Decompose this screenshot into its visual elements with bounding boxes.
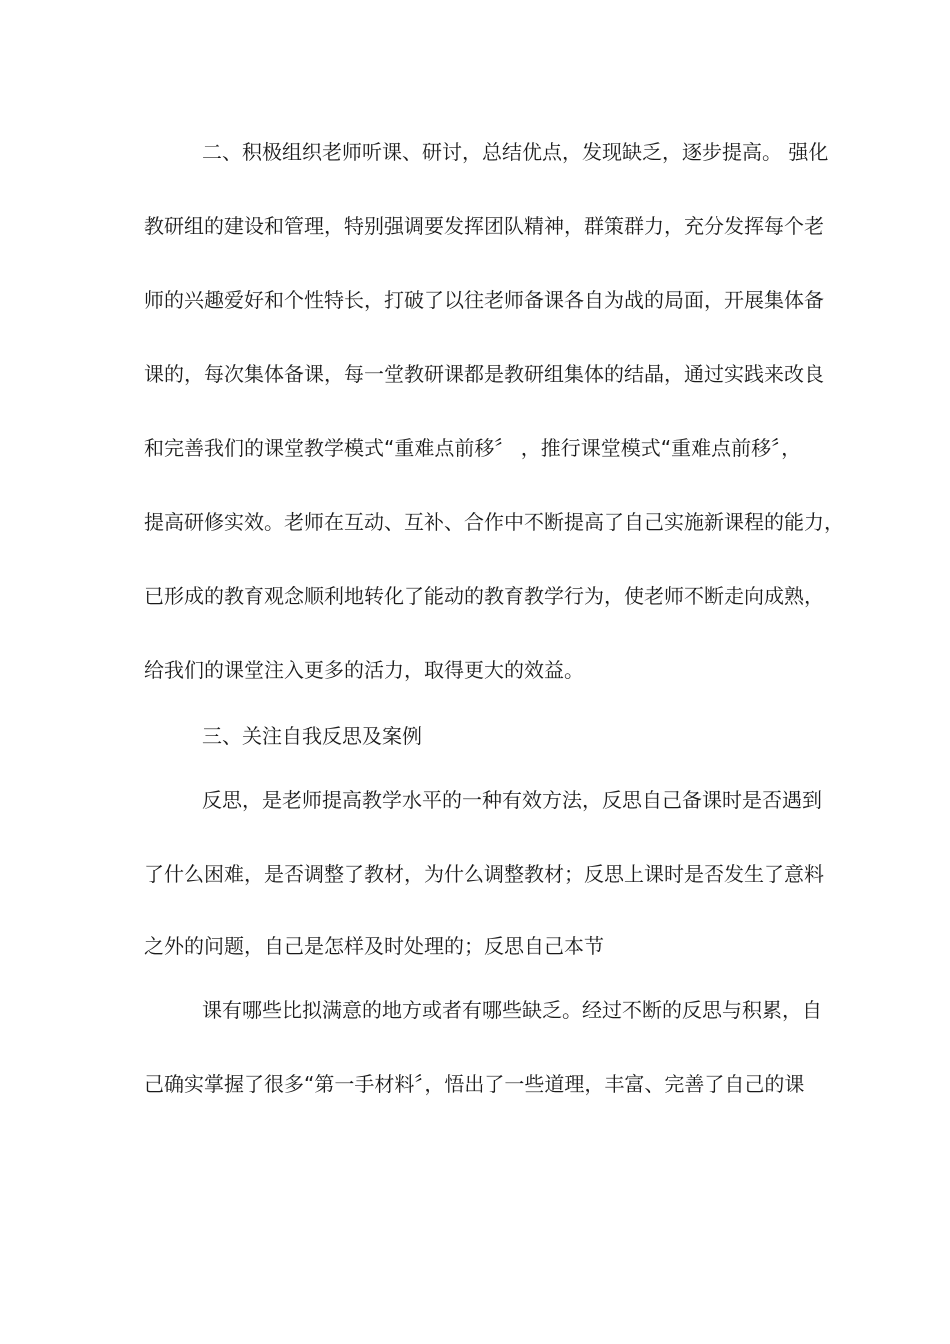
paragraph-1-line-7: 已形成的教育观念顺利地转化了能动的教育教学行为，使老师不断走向成熟， — [144, 584, 824, 608]
paragraph-3-line-3: 之外的问题，自己是怎样及时处理的；反思自己本节 — [144, 934, 604, 958]
paragraph-4-line-2: 己确实掌握了很多“第一手材料〞，悟出了一些道理，丰富、完善了自己的课 — [144, 1072, 805, 1096]
section-heading: 三、关注自我反思及案例 — [202, 724, 422, 748]
paragraph-3-line-1: 反思，是老师提高教学水平的一种有效方法，反思自己备课时是否遇到 — [202, 788, 822, 812]
paragraph-1-line-6: 提高研修实效。老师在互动、互补、合作中不断提高了自己实施新课程的能力， — [144, 510, 844, 534]
paragraph-1-line-5: 和完善我们的课堂教学模式“重难点前移〞 ，推行课堂模式“重难点前移〞， — [144, 436, 802, 460]
paragraph-1-line-2: 教研组的建设和管理，特别强调要发挥团队精神，群策群力，充分发挥每个老 — [144, 214, 824, 238]
paragraph-1-line-4: 课的，每次集体备课，每一堂教研课都是教研组集体的结晶，通过实践来改良 — [144, 362, 824, 386]
paragraph-1-line-3: 师的兴趣爱好和个性特长，打破了以往老师备课各自为战的局面，开展集体备 — [144, 288, 824, 312]
paragraph-4-line-1: 课有哪些比拟满意的地方或者有哪些缺乏。经过不断的反思与积累，自 — [202, 998, 822, 1022]
paragraph-3-line-2: 了什么困难，是否调整了教材，为什么调整教材；反思上课时是否发生了意料 — [144, 862, 824, 886]
paragraph-1-line-8: 给我们的课堂注入更多的活力，取得更大的效益。 — [144, 658, 584, 682]
paragraph-1-line-1: 二、积极组织老师听课、研讨，总结优点，发现缺乏，逐步提高。 强化 — [202, 140, 829, 164]
